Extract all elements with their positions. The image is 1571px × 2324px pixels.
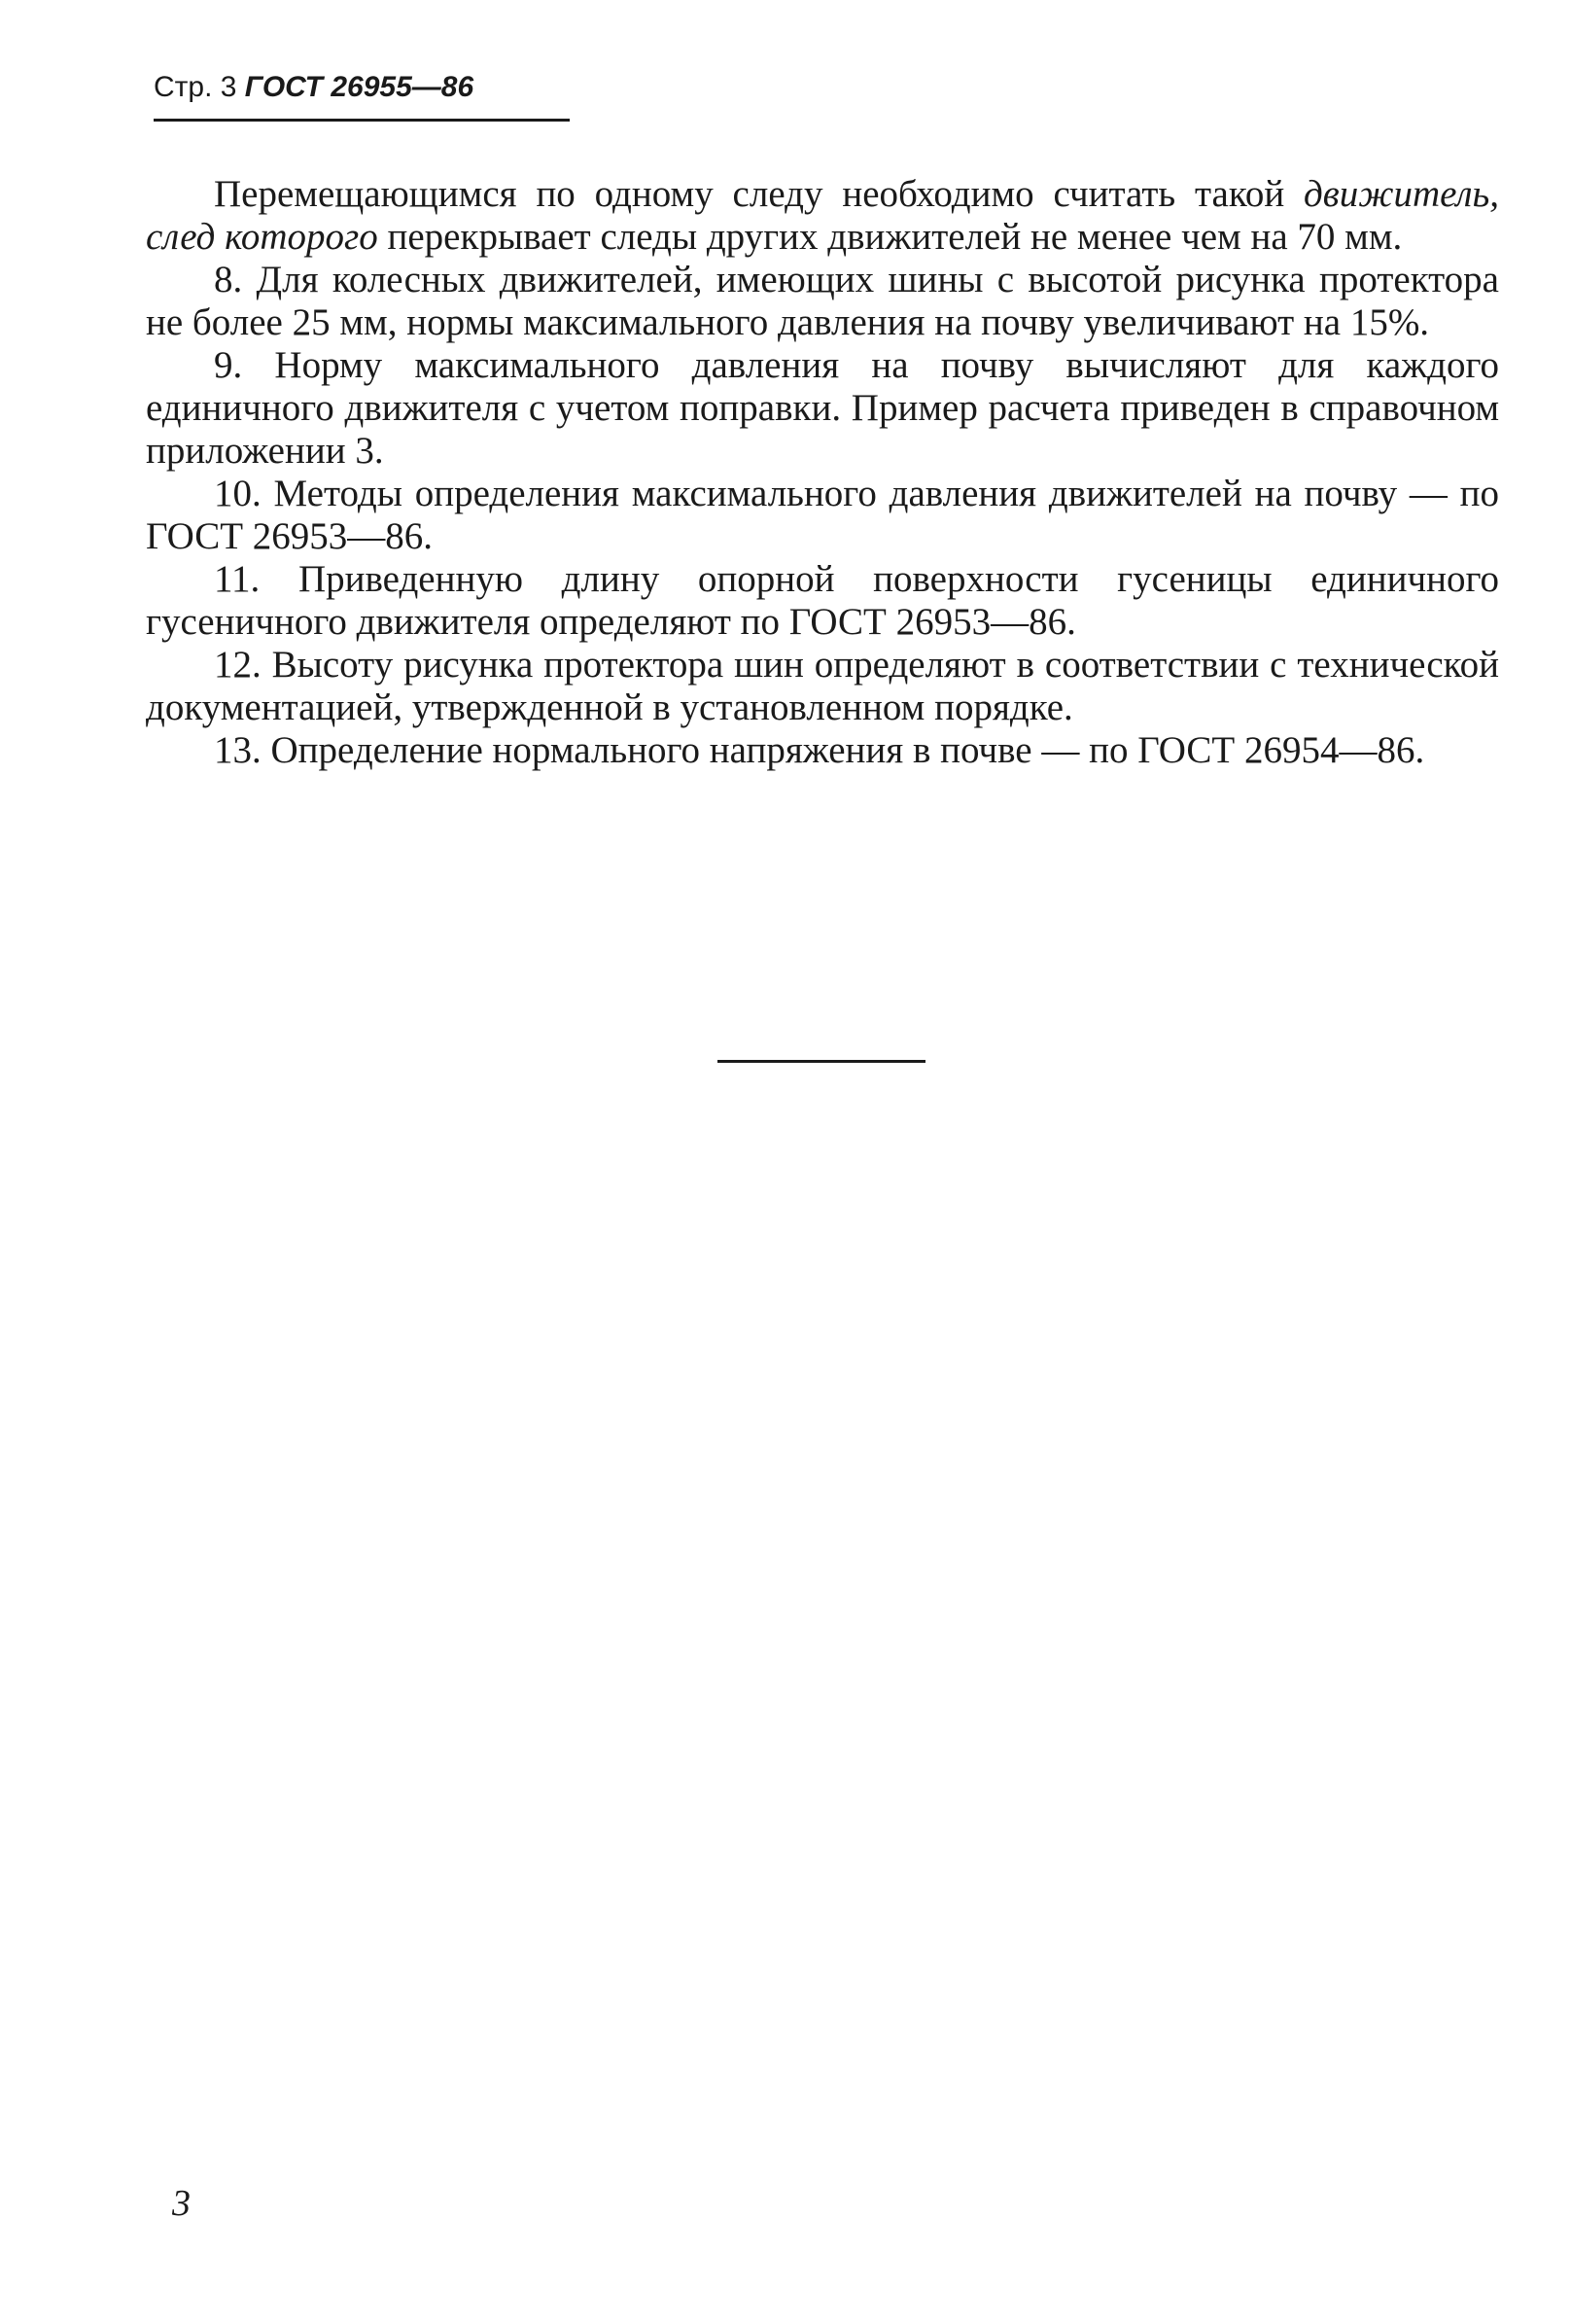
clause-13: 13. Определение нормального напряжения в почве — по ГОСТ 26954—86. <box>214 729 1425 771</box>
page-label: Стр. 3 <box>154 71 237 103</box>
clause-9: 9. Норму максимального давления на почву вычисляют для каждого единичного движителя с учетом поправки. Пример расчета приведен в справочном приложении 3. <box>146 344 1499 472</box>
document-body <box>146 173 1499 772</box>
clause-10: 10. Методы определения максимального давления движителей на почву — по ГОСТ 26953—86. <box>146 473 1499 557</box>
clause-11: 11. Приведенную длину опорной поверхности гусеницы единичного гусеничного движителя определяют по ГОСТ 26953—86. <box>146 558 1499 643</box>
clause-12: 12. Высоту рисунка протектора шин определяют в соответствии с технической документацией, утвержденной в установленном порядке. <box>146 644 1499 728</box>
end-of-text-divider <box>717 1060 925 1063</box>
paragraph-lead: Перемещающимся по одному следу необходимо считать такой <box>214 173 1305 215</box>
page-header <box>154 68 570 117</box>
paragraph-italic-phrase: движитель, след которого <box>146 173 1499 258</box>
header-divider <box>154 119 570 122</box>
paragraph-rest: перекрывает следы других движителей не менее чем на 70 мм. <box>377 216 1403 258</box>
clause-8: 8. Для колесных движителей, имеющих шины с высотой рисунка протектора не более 25 мм, нормы максимального давления на почву увеличивают на 15%. <box>146 259 1499 343</box>
page-number: 3 <box>172 2183 191 2224</box>
standard-code: ГОСТ 26955—86 <box>244 71 474 103</box>
paragraph-continuation <box>146 173 1499 259</box>
